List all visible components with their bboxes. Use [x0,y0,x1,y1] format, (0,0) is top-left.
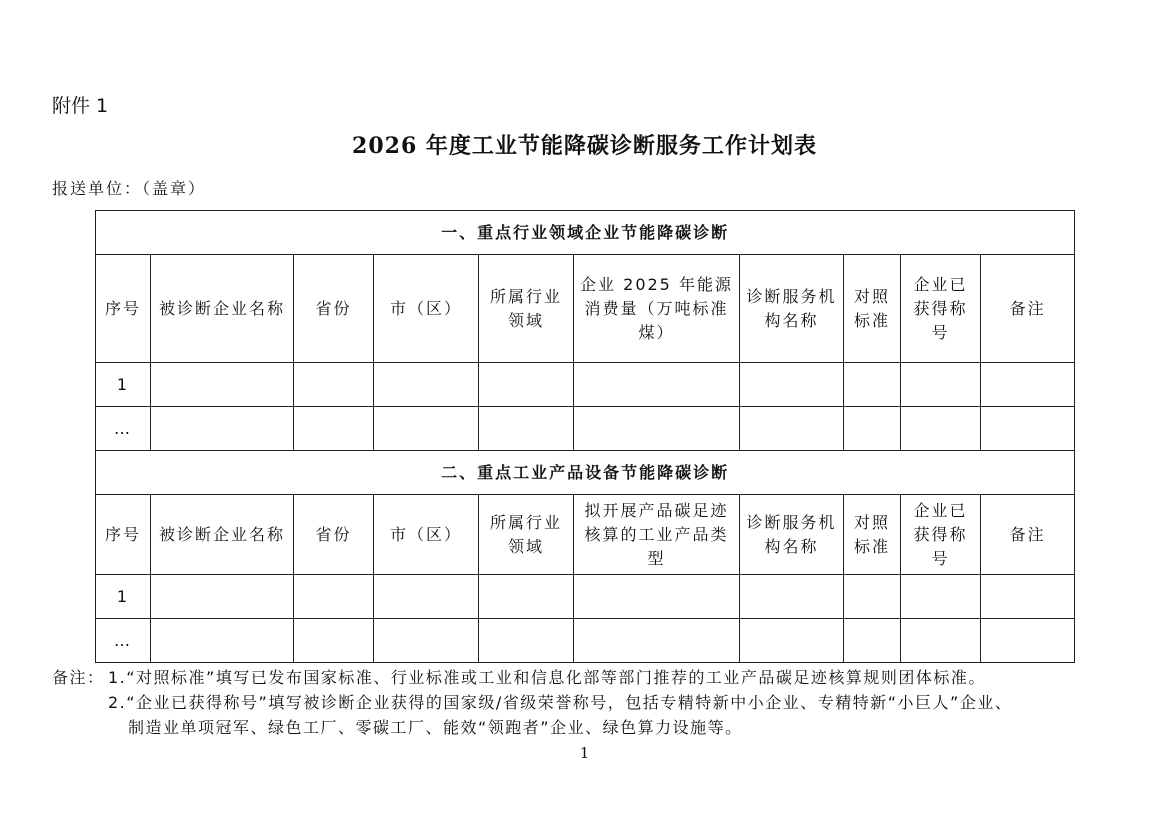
company-cell[interactable] [151,363,294,407]
column-header-reference-standard: 对照标准 [844,495,901,575]
remarks-cell[interactable] [981,575,1075,619]
column-header-reference-standard: 对照标准 [844,255,901,363]
notes-block [52,665,1012,740]
table-row [96,407,1075,451]
province-cell[interactable] [294,575,374,619]
city-cell[interactable] [374,363,479,407]
section-1-heading-row [96,211,1075,255]
note-2-continuation: 制造业单项冠军、绿色工厂、零碳工厂、能效“领跑者”企业、绿色算力设施等。 [128,718,743,737]
row-index: … [96,619,151,663]
submitter-field: 报送单位：（盖章） [52,179,207,198]
section-1-heading: 一、重点行业领域企业节能降碳诊断 [96,211,1075,255]
product-type-cell[interactable] [574,619,740,663]
province-cell[interactable] [294,407,374,451]
column-header-city: 市（区） [374,495,479,575]
remarks-cell[interactable] [981,407,1075,451]
service-agency-cell[interactable] [740,575,844,619]
column-header-service-agency: 诊断服务机构名称 [740,255,844,363]
column-header-index: 序号 [96,495,151,575]
energy-consumption-cell[interactable] [574,363,740,407]
service-agency-cell[interactable] [740,407,844,451]
row-index: … [96,407,151,451]
section-2-heading-row [96,451,1075,495]
column-header-product-type: 拟开展产品碳足迹核算的工业产品类型 [574,495,740,575]
industry-cell[interactable] [479,363,574,407]
column-header-remarks: 备注 [981,495,1075,575]
province-cell[interactable] [294,363,374,407]
column-header-industry: 所属行业领域 [479,255,574,363]
industry-cell[interactable] [479,407,574,451]
column-header-energy-consumption: 企业 2025 年能源消费量（万吨标准煤） [574,255,740,363]
reference-standard-cell[interactable] [844,407,901,451]
honors-cell[interactable] [901,407,981,451]
company-cell[interactable] [151,575,294,619]
column-header-city: 市（区） [374,255,479,363]
city-cell[interactable] [374,619,479,663]
note-1-text: 1.“对照标准”填写已发布国家标准、行业标准或工业和信息化部等部门推荐的工业产品碳足迹核算规则团体标准。 [108,668,986,687]
column-header-company: 被诊断企业名称 [151,255,294,363]
page-title: 2026 年度工业节能降碳诊断服务工作计划表 [352,133,817,159]
note-2-text: 2.“企业已获得称号”填写被诊断企业获得的国家级/省级荣誉称号，包括专精特新中小企业、专精特新“小巨人”企业、 [108,693,1013,712]
remarks-cell[interactable] [981,619,1075,663]
column-header-honors: 企业已获得称号 [901,255,981,363]
reference-standard-cell[interactable] [844,575,901,619]
table-row [96,575,1075,619]
remarks-cell[interactable] [981,363,1075,407]
city-cell[interactable] [374,407,479,451]
table-row [96,363,1075,407]
column-header-remarks: 备注 [981,255,1075,363]
notes-label: 备注： [52,668,105,687]
note-1 [52,665,1012,690]
industry-cell[interactable] [479,619,574,663]
column-header-service-agency: 诊断服务机构名称 [740,495,844,575]
energy-consumption-cell[interactable] [574,407,740,451]
service-agency-cell[interactable] [740,619,844,663]
column-header-industry: 所属行业领域 [479,495,574,575]
province-cell[interactable] [294,619,374,663]
section-1-header-row [96,255,1075,363]
column-header-province: 省份 [294,495,374,575]
service-agency-cell[interactable] [740,363,844,407]
company-cell[interactable] [151,407,294,451]
reference-standard-cell[interactable] [844,619,901,663]
table-row [96,619,1075,663]
column-header-index: 序号 [96,255,151,363]
column-header-company: 被诊断企业名称 [151,495,294,575]
honors-cell[interactable] [901,575,981,619]
attachment-label: 附件 1 [52,95,109,117]
product-type-cell[interactable] [574,575,740,619]
column-header-province: 省份 [294,255,374,363]
section-2-heading: 二、重点工业产品设备节能降碳诊断 [96,451,1075,495]
column-header-honors: 企业已获得称号 [901,495,981,575]
row-index: 1 [96,363,151,407]
work-plan-table [95,210,1075,663]
honors-cell[interactable] [901,619,981,663]
industry-cell[interactable] [479,575,574,619]
page-number: 1 [579,744,590,762]
honors-cell[interactable] [901,363,981,407]
city-cell[interactable] [374,575,479,619]
reference-standard-cell[interactable] [844,363,901,407]
section-2-header-row [96,495,1075,575]
company-cell[interactable] [151,619,294,663]
row-index: 1 [96,575,151,619]
